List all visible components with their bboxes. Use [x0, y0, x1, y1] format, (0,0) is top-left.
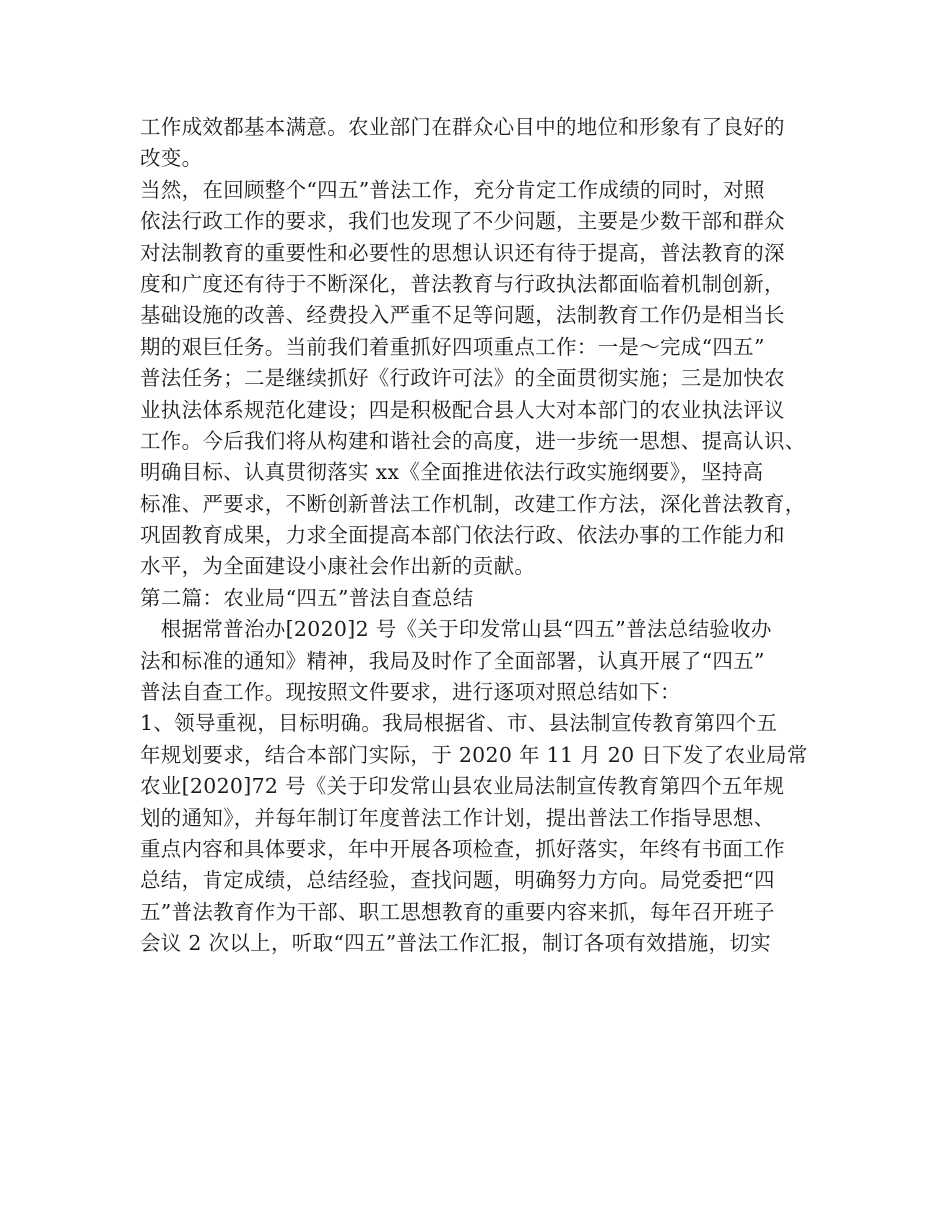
text-line: 改变。 — [140, 146, 203, 171]
text-line: 根据常普治办[2020]2 号《关于印发常山县“四五”普法总结验收办 — [140, 617, 772, 642]
text-line: 会议 2 次以上，听取“四五”普法工作汇报，制订各项有效措施，切实 — [140, 931, 771, 956]
text-line: 期的艰巨任务。当前我们着重抓好四项重点工作：一是～完成“四五” — [140, 334, 765, 359]
text-line: 总结，肯定成绩，总结经验，查找问题，明确努力方向。局党委把“四 — [140, 868, 775, 893]
text-line: 农业[2020]72 号《关于印发常山县农业局法制宣传教育第四个五年规 — [140, 774, 785, 799]
text-line: 对法制教育的重要性和必要性的思想认识还有待于提高，普法教育的深 — [140, 240, 785, 265]
text-line: 标准、严要求，不断创新普法工作机制，改建工作方法，深化普法教育， — [140, 491, 806, 516]
text-line: 度和广度还有待于不断深化，普法教育与行政执法都面临着机制创新， — [140, 271, 785, 296]
text-line: 年规划要求，结合本部门实际，于 2020 年 11 月 20 日下发了农业局常 — [140, 742, 808, 767]
text-line: 五”普法教育作为干部、职工思想教育的重要内容来抓，每年召开班子 — [140, 899, 775, 924]
text-line: 工作。今后我们将从构建和谐社会的高度，进一步统一思想、提高认识、 — [140, 428, 806, 453]
text-line: 业执法体系规范化建设；四是积极配合县人大对本部门的农业执法评议 — [140, 397, 785, 422]
text-line: 基础设施的改善、经费投入严重不足等问题，法制教育工作仍是相当长 — [140, 303, 785, 328]
text-line: 划的通知》，并每年制订年度普法工作计划，提出普法工作指导思想、 — [140, 805, 775, 830]
text-line: 1、领导重视，目标明确。我局根据省、市、县法制宣传教育第四个五 — [140, 711, 778, 736]
section-heading: 第二篇：农业局“四五”普法自查总结 — [140, 585, 474, 610]
text-line: 普法任务；二是继续抓好《行政许可法》的全面贯彻实施；三是加快农 — [140, 366, 785, 391]
document-body — [140, 112, 820, 960]
text-line: 法和标准的通知》精神，我局及时作了全面部署，认真开展了“四五” — [140, 648, 765, 673]
text-line: 重点内容和具体要求，年中开展各项检查，抓好落实，年终有书面工作 — [140, 836, 785, 861]
text-line: 普法自查工作。现按照文件要求，进行逐项对照总结如下： — [140, 680, 681, 705]
text-line: 巩固教育成果，力求全面提高本部门依法行政、依法办事的工作能力和 — [140, 523, 785, 548]
text-line: 明确目标、认真贯彻落实 xx《全面推进依法行政实施纲要》，坚持高 — [140, 460, 764, 485]
text-line: 工作成效都基本满意。农业部门在群众心目中的地位和形象有了良好的 — [140, 115, 785, 139]
text-line: 水平，为全面建设小康社会作出新的贡献。 — [140, 554, 536, 579]
text-line: 当然，在回顾整个“四五”普法工作，充分肯定工作成绩的同时，对照 — [140, 177, 765, 202]
text-line: 依法行政工作的要求，我们也发现了不少问题，主要是少数干部和群众 — [140, 209, 785, 234]
